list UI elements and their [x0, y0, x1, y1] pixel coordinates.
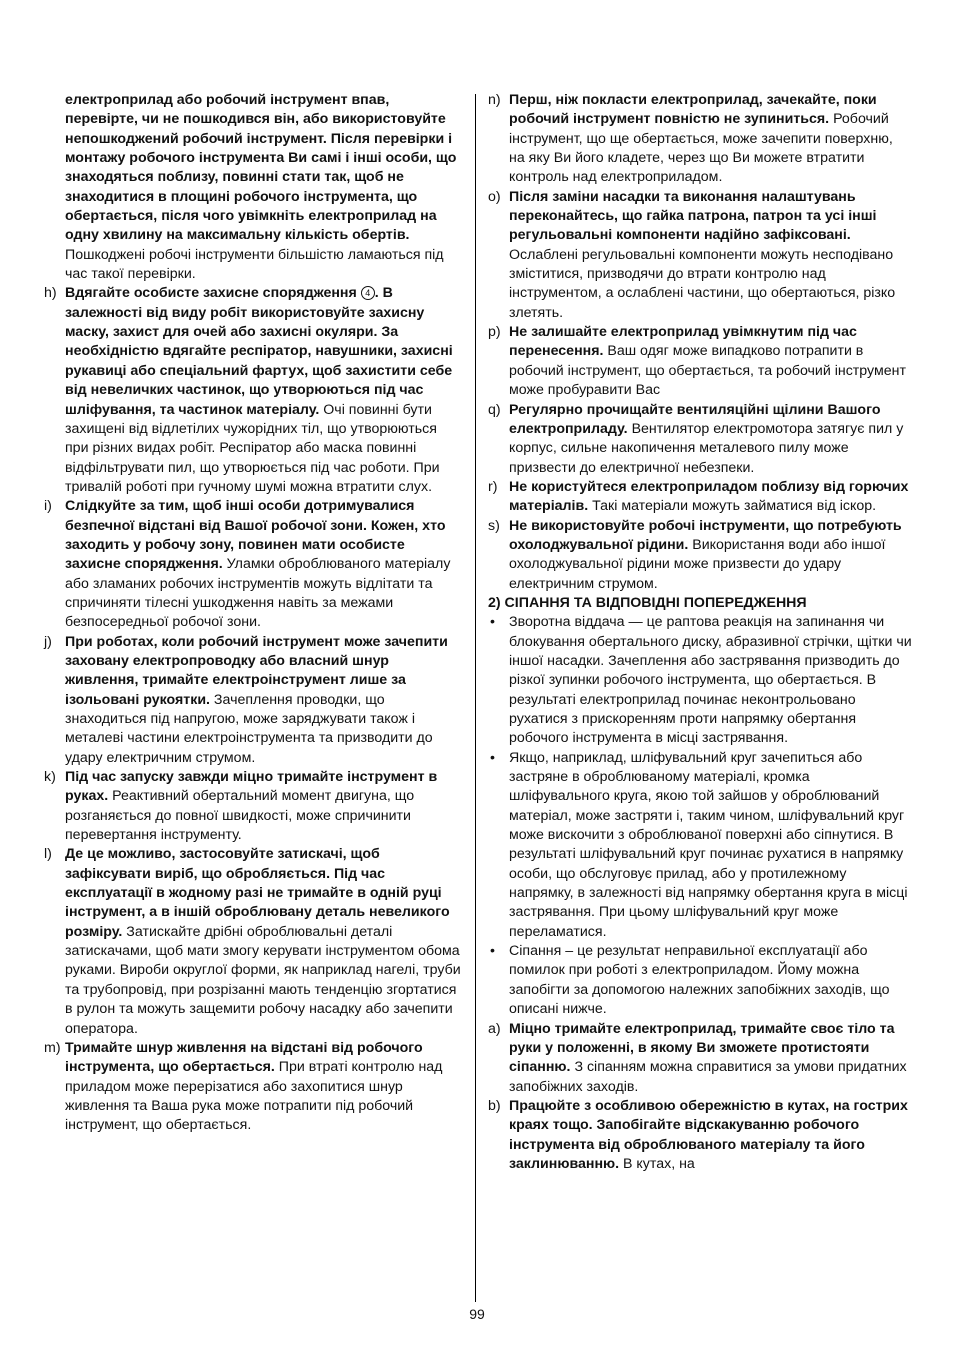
list-item-q	[488, 401, 912, 478]
circled-number-marker: 4	[361, 286, 375, 300]
item-label: m)	[44, 1039, 61, 1056]
list-item-k	[44, 768, 464, 845]
body-text: Ваш одяг може випадково потрапити в робочий інструмент, що обертається, та робочий інструмент може пробуравити Вас	[509, 343, 906, 399]
body-text: В кутах, на	[619, 1155, 695, 1172]
bold-text: Не залишайте електроприлад увімкнутим під час перенесення.	[509, 324, 857, 360]
item-label: n)	[488, 92, 501, 108]
item-label: r)	[488, 478, 498, 495]
body-text: Реактивний обертальний момент двигуна, що розганяється до повної швидкості, може спричинити перевертання інструменту.	[65, 788, 415, 844]
body-text: З сіпанням можна справитися за умови придатних запобіжних заходів.	[509, 1059, 907, 1095]
item-label: h)	[44, 285, 57, 302]
list-item-r	[488, 478, 912, 517]
body-text: Ослаблені регульовальні компоненти можуть несподівано зміститися, призводячи до втрати контролю над інструментом, а ослаблені частини, що обертаються, різко злетять.	[509, 246, 896, 321]
bold-text: Вдягайте особисте захисне спорядження	[65, 285, 357, 302]
bullet-item	[488, 942, 912, 1019]
body-text: Уламки оброблюваного матеріалу або зламаних робочих інструментів можуть відлітати та спричиняти тілесні ушкодження навіть за межами безпосередньої робочої зони.	[65, 556, 451, 631]
bullet-dot: •	[490, 614, 495, 631]
body-text: Робочий інструмент, що ще обертається, може зачепити поверхню, на яку Ви його кладете, через що Ви можете втратити контроль над електроприладом.	[509, 111, 893, 186]
column-divider	[475, 94, 476, 1302]
bold-text: електроприлад або робочий інструмент впав, перевірте, чи не пошкодився він, або використовуйте непошкоджений робочий інструмент. Після перевірки і монтажу робочого інструмента Ви самі і інші особи, що знаходяться поблизу, повинні стати так, щоб не знаходитися в площині робочого інструмента, що обертається, після чого увімкніть електроприлад на одну хвилину на максимальну кількість обертів.	[65, 92, 457, 244]
section-heading: 2) СІПАННЯ ТА ВІДПОВІДНІ ПОПЕРЕДЖЕННЯ	[488, 594, 807, 611]
bold-text: Міцно тримайте електроприлад, тримайте своє тіло та руки у положенні, в якому Ви зможете протистояти сіпанню.	[509, 1020, 895, 1076]
list-item-n	[488, 91, 912, 188]
right-column	[488, 91, 912, 1174]
bold-text: . В залежності від виду робіт використовуйте захисну маску, захист для очей або захисні окуляри. За необхідністю вдягайте респіратор, навушники, захисні рукавиці або спеціальний фартух, щоб захистити себе від невеличких частинок, що утворюються під час шліфування, та частинок матеріалу.	[65, 285, 453, 418]
list-item-l	[44, 845, 464, 1038]
body-text: Такі матеріали можуть займатися від іскор.	[588, 498, 877, 515]
list-item-i	[44, 497, 464, 632]
list-item-h	[44, 284, 464, 497]
item-label: i)	[44, 498, 52, 515]
list-item-j	[44, 633, 464, 768]
body-text: Зачеплення проводки, що знаходиться під напругою, може заряджувати також і металеві частини електроінструмента та призводити до удару електричним струмом.	[65, 691, 433, 766]
list-item-a	[488, 1020, 912, 1097]
item-label: j)	[44, 633, 52, 650]
left-column	[44, 91, 464, 1136]
list-item-o	[488, 188, 912, 323]
bold-text: Працюйте з особливою обережністю в кутах, на гострих краях тощо. Запобігайте відскакуванню робочого інструмента від оброблюваного матеріалу та його заклинюванню.	[509, 1097, 908, 1172]
item-label: a)	[488, 1020, 501, 1037]
bullet-item	[488, 613, 912, 748]
bold-text: Слідкуйте за тим, щоб інші особи дотримувалися безпечної відстані від Вашої робочої зони. Кожен, хто заходить у робочу зону, повинен мати особисте захисне спорядження.	[65, 498, 446, 573]
item-label: o)	[488, 188, 501, 205]
list-item-s	[488, 517, 912, 594]
body-text: При втраті контролю над приладом може перерізатися або захопитися шнур живлення та Ваша рука може потрапити під робочий інструмент, що обертається.	[65, 1059, 443, 1134]
bold-text: Регулярно прочищайте вентиляційні щілини Вашого електроприладу.	[509, 401, 881, 437]
body-text: Пошкоджені робочі інструменти більшістю ламаються під час такої перевірки.	[65, 246, 444, 283]
bold-text: Не використовуйте робочі інструменти, що потребують охолоджувальної рідини.	[509, 517, 902, 553]
bullet-item	[488, 749, 912, 942]
body-text: Затискайте дрібні оброблювальні деталі затискачами, щоб мати змогу керувати інструментом обома руками. Вироби округлої форми, як наприклад нагелі, труби та трубопровід, при розрізанні мають тенденцію згортатися в рулон та можуть защемити робочу насадку або зачепити оператора.	[65, 923, 461, 1037]
bullet-dot: •	[490, 749, 495, 766]
list-item-b	[488, 1097, 912, 1174]
item-label: p)	[488, 324, 501, 341]
bold-text: Де це можливо, застосовуйте затискачі, щоб зафіксувати виріб, що обробляється. Під час експлуатації в жодному разі не тримайте в одній руці інструмент, а в іншій оброблювану деталь невеликого розміру.	[65, 846, 450, 940]
item-label: q)	[488, 401, 501, 418]
body-text: Зворотна віддача — це раптова реакція на запинання чи блокування обертального диску, абразивної стрічки, щітки чи іншої насадки. Зачеплення або застрявання призводить до різкої зупинки робочого інструмента, що обертається. В результаті електроприлад починає неконтрольовано рухатися з прискоренням проти напрямку обертання робочого інструмента в місці застрявання.	[509, 614, 912, 747]
bold-text: Не користуйтеся електроприладом поблизу від горючих матеріалів.	[509, 478, 909, 515]
bold-text: Тримайте шнур живлення на відстані від робочого інструмента, що обертається.	[65, 1039, 423, 1076]
item-label: l)	[44, 846, 52, 863]
bullet-dot: •	[490, 943, 495, 960]
bold-text: Під час запуску завжди міцно тримайте інструмент в руках.	[65, 769, 438, 805]
continued-paragraph	[44, 91, 464, 284]
item-label: k)	[44, 769, 56, 786]
body-text: Вентилятор електромотора затягує пил у корпус, сильне накопичення металевого пилу може призвести до електричної небезпеки.	[509, 420, 904, 476]
body-text: Використання води або іншої охолоджувальної рідини може призвести до удару електричним струмом.	[509, 536, 886, 592]
body-text: Сіпання – це результат неправильної експлуатації або помилок при роботі з електроприладом. Йому можна запобігти за допомогою належних запобіжних заходів, що описані нижче.	[509, 943, 890, 1018]
bold-text: При роботах, коли робочий інструмент може зачепити заховану електропроводку або власний шнур живлення, тримайте електроінструмент лише за ізольовані рукоятки.	[65, 633, 448, 708]
body-text: Очі повинні бути захищені від відлетілих чужорідних тіл, що утворюються при різних видах робіт. Респіратор або маска повинні відфільтрувати пил, що утворюється під час роботи. При тривалій роботі при гучному шумі можна втратити слух.	[65, 401, 440, 495]
page-number: 99	[469, 1306, 485, 1322]
bold-text: Після заміни насадки та виконання налаштувань переконайтесь, що гайка патрона, патрон та усі інші регульовальні компоненти надійно зафіксовані.	[509, 188, 877, 244]
list-item-m	[44, 1039, 464, 1136]
list-item-p	[488, 323, 912, 400]
item-label: b)	[488, 1097, 501, 1114]
body-text: Якщо, наприклад, шліфувальний круг зачепиться або застряне в оброблюваному матеріалі, кромка шліфувального круга, якою той зайшов у оброблюваний матеріал, може застряти і, таким чином, шліфувальний круг може вискочити з оброблюваної поверхні або сіпнутися. В результаті шліфувальний круг починає рухатися в напрямку особи, що обслуговує прилад, або у протилежному напрямку, в залежності від напрямку обертання круга в місці застрявання. При цьому шліфувальний круг може переламатися.	[509, 749, 908, 940]
item-label: s)	[488, 517, 500, 534]
bold-text: Перш, ніж покласти електроприлад, зачекайте, поки робочий інструмент повністю не зупиниться.	[509, 92, 877, 128]
